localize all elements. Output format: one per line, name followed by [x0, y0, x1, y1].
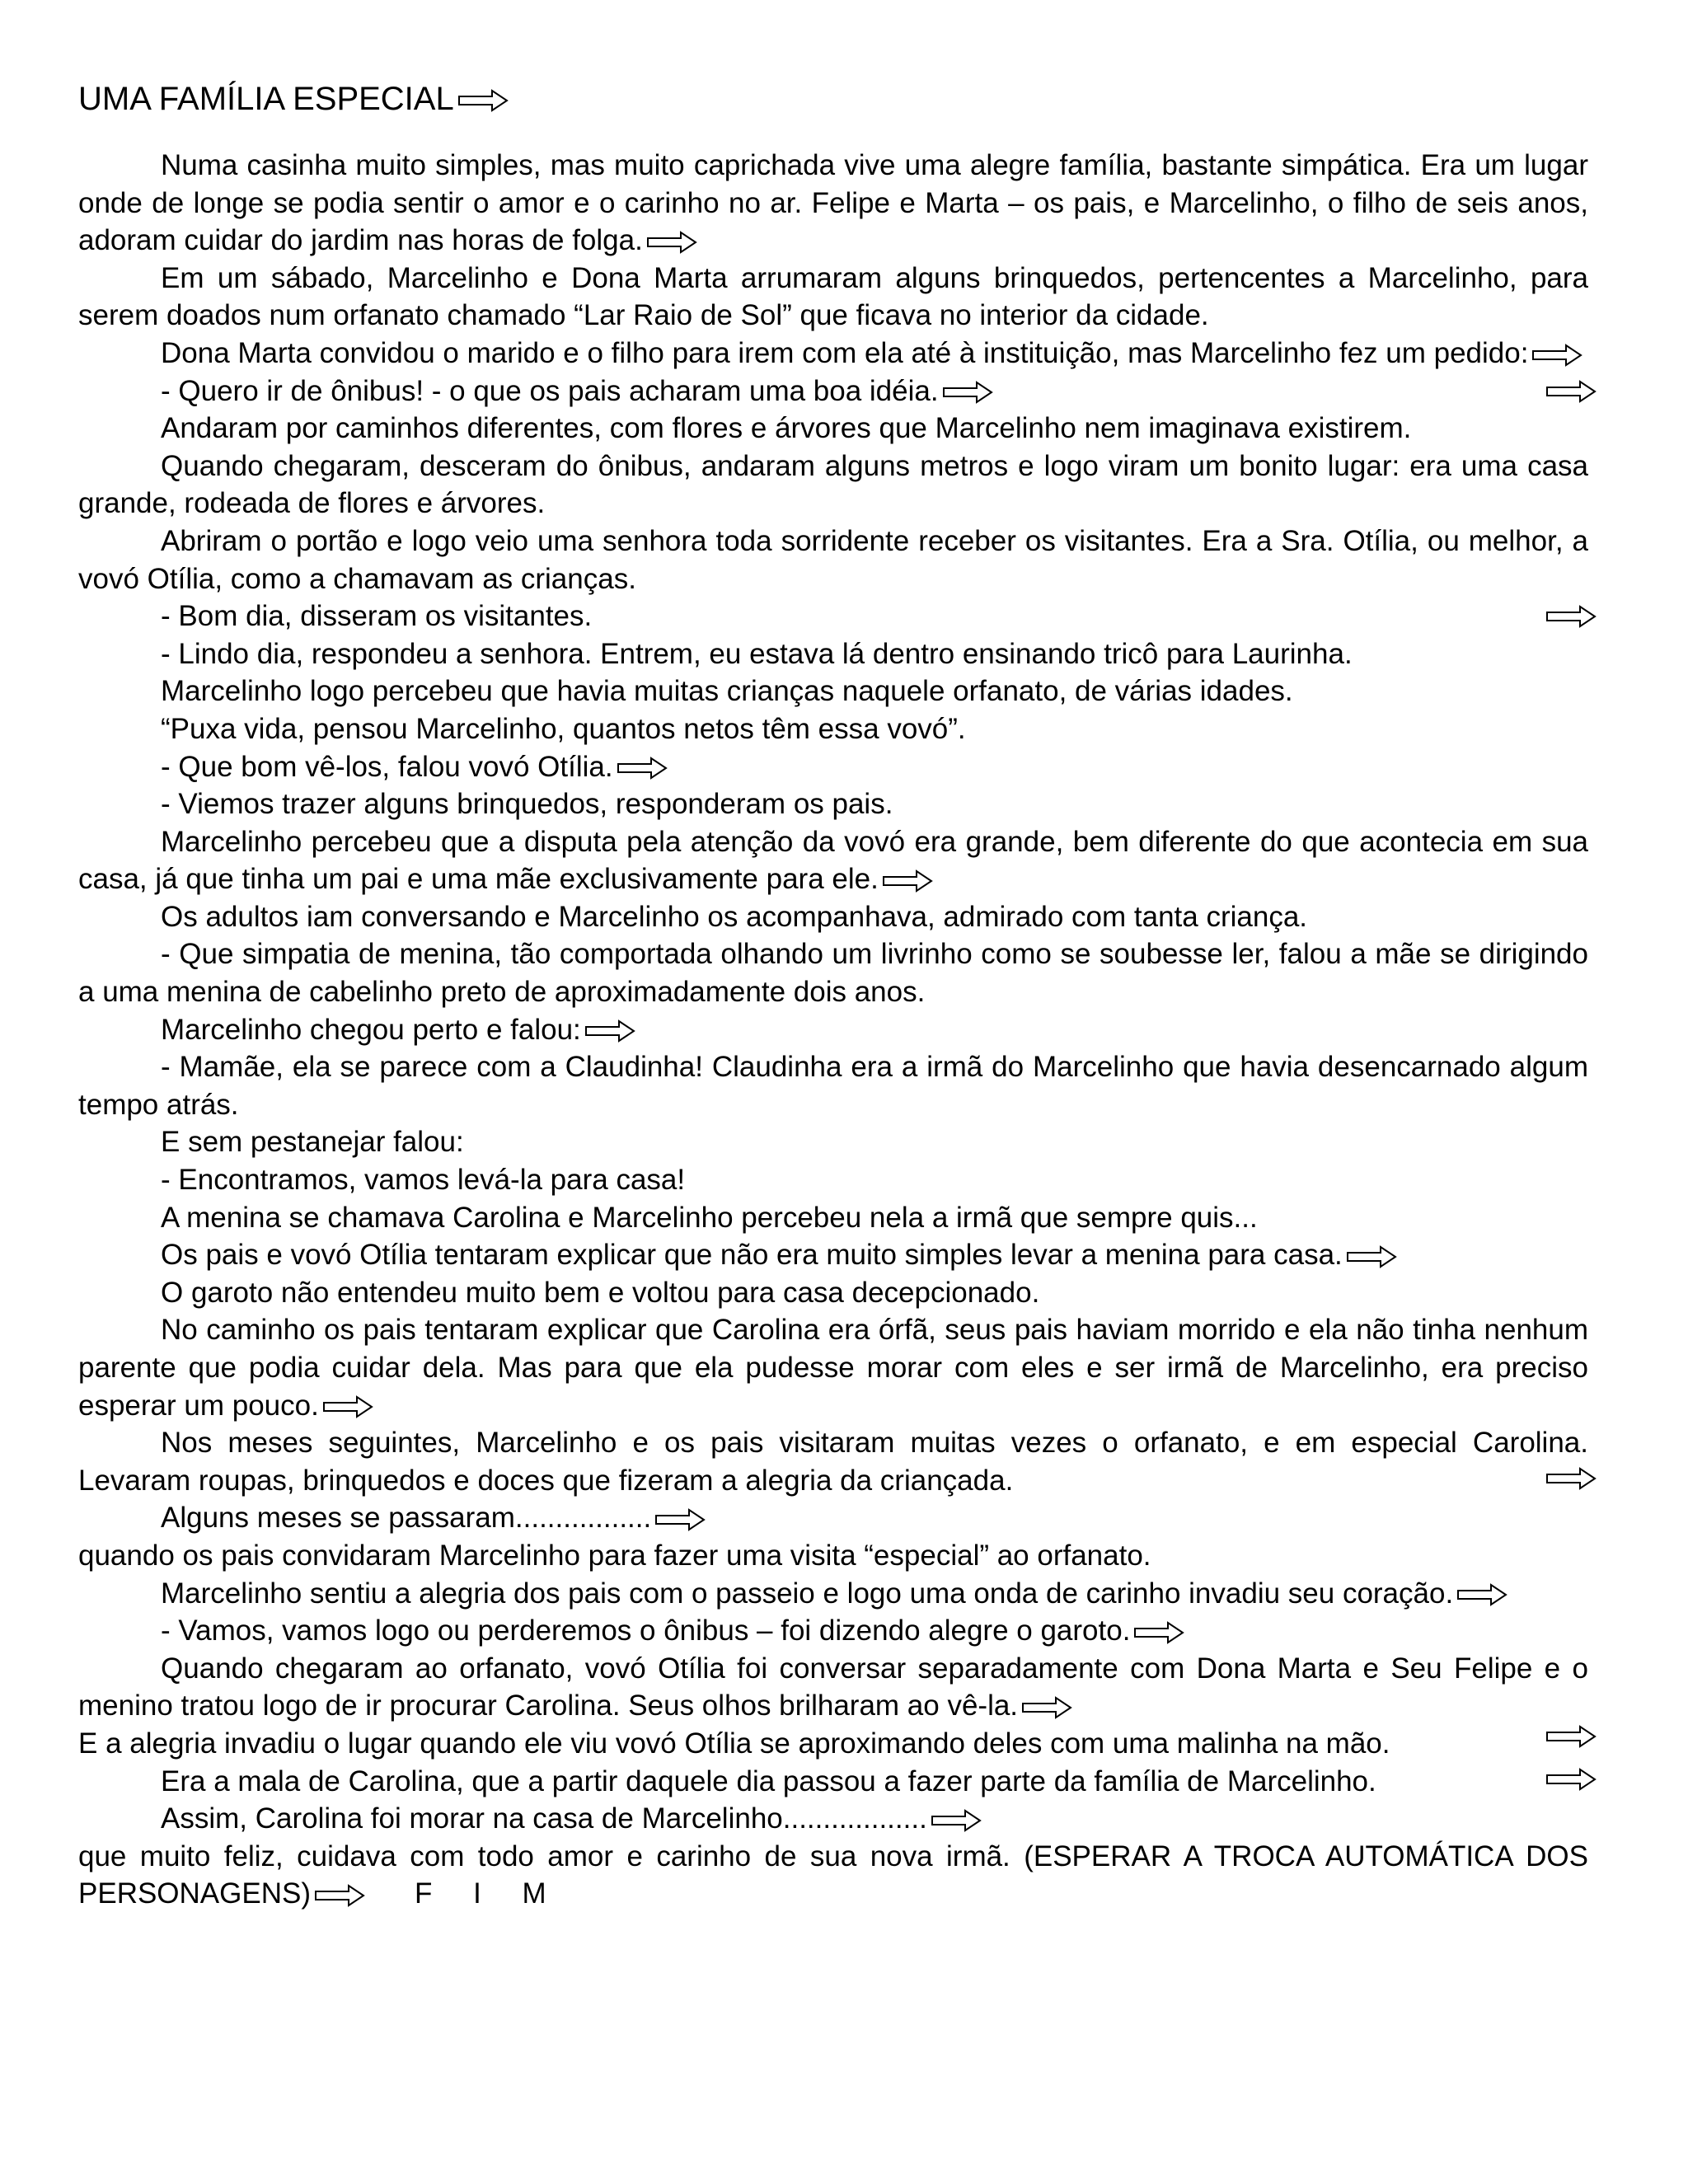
- right-arrow-icon: [882, 869, 933, 893]
- paragraph: Marcelinho chegou perto e falou:: [78, 1011, 1588, 1049]
- right-arrow-icon: [1021, 1696, 1072, 1719]
- paragraph: Numa casinha muito simples, mas muito caprichada vive uma alegre família, bastante simpática. Era um lugar onde de longe se podia sentir o amor e o carinho no ar. Felipe e Marta – os pais, e Marcelinho, o filho de seis anos, adoram cuidar do jardim nas horas de folga.: [78, 149, 1588, 257]
- right-arrow-icon: [931, 1809, 982, 1832]
- paragraph: - Lindo dia, respondeu a senhora. Entrem, eu estava lá dentro ensinando tricô para Laurinha.: [161, 637, 1353, 670]
- paragraph: - Que bom vê-los, falou vovó Otília.: [78, 748, 1588, 786]
- paragraph: E a alegria invadiu o lugar quando ele viu vovó Otília se aproximando deles com uma malinha na mão.: [78, 1725, 1588, 1763]
- paragraph: Marcelinho logo percebeu que havia muitas crianças naquele orfanato, de várias idades.: [161, 675, 1293, 708]
- paragraph: Os pais e vovó Otília tentaram explicar que não era muito simples levar a menina para casa.: [78, 1236, 1588, 1274]
- paragraph: E sem pestanejar falou:: [161, 1126, 464, 1159]
- title-text: UMA FAMÍLIA ESPECIAL: [78, 81, 454, 117]
- paragraph: Em um sábado, Marcelinho e Dona Marta arrumaram alguns brinquedos, pertencentes a Marcelinho, para serem doados num orfanato chamado “Lar Raio de Sol” que ficava no interior da cidade.: [78, 261, 1588, 332]
- page-title: [78, 74, 1588, 124]
- paragraph: A menina se chamava Carolina e Marcelinho percebeu nela a irmã que sempre quis...: [161, 1201, 1258, 1234]
- paragraph: - Mamãe, ela se parece com a Claudinha! Claudinha era a irmã do Marcelinho que havia desencarnado algum tempo atrás.: [78, 1051, 1588, 1121]
- paragraph: Andaram por caminhos diferentes, com flores e árvores que Marcelinho nem imaginava existirem.: [161, 412, 1412, 445]
- paragraph: Quando chegaram, desceram do ônibus, andaram alguns metros e logo viram um bonito lugar: era uma casa grande, rodeada de flores e árvores.: [78, 449, 1588, 520]
- paragraph: - Encontramos, vamos levá-la para casa!: [161, 1164, 686, 1197]
- right-arrow-icon: [942, 381, 993, 404]
- paragraph: Nos meses seguintes, Marcelinho e os pais visitaram muitas vezes o orfanato, e em especial Carolina. Levaram roupas, brinquedos e doces que fizeram a alegria da criançada.: [78, 1424, 1588, 1499]
- right-arrow-icon: [1346, 1245, 1397, 1268]
- right-arrow-icon: [1133, 1621, 1184, 1644]
- paragraph: Dona Marta convidou o marido e o filho para irem com ela até à instituição, mas Marcelinho fez um pedido:: [78, 335, 1588, 373]
- paragraph: quando os pais convidaram Marcelinho para fazer uma visita “especial” ao orfanato.: [78, 1539, 1151, 1572]
- paragraph: Quando chegaram ao orfanato, vovó Otília foi conversar separadamente com Dona Marta e Seu Felipe e o menino tratou logo de ir procurar Carolina. Seus olhos brilharam ao vê-la.: [78, 1652, 1588, 1722]
- right-arrow-icon: [1545, 1725, 1597, 1748]
- paragraph: Alguns meses se passaram.................: [78, 1499, 1588, 1537]
- right-arrow-icon: [646, 231, 697, 254]
- paragraph: Os adultos iam conversando e Marcelinho os acompanhava, admirado com tanta criança.: [161, 900, 1308, 933]
- paragraph: - Viemos trazer alguns brinquedos, responderam os pais.: [161, 788, 893, 821]
- paragraph: No caminho os pais tentaram explicar que Carolina era órfã, seus pais haviam morrido e ela não tinha nenhum parente que podia cuidar dela. Mas para que ela pudesse morar com eles e ser irmã de Marcelinho, era preciso esperar um pouco.: [78, 1314, 1588, 1422]
- paragraph: Abriram o portão e logo veio uma senhora toda sorridente receber os visitantes. Era a Sra. Otília, ou melhor, a vovó Otília, como a chamavam as crianças.: [78, 524, 1588, 595]
- right-arrow-icon: [617, 757, 668, 780]
- paragraph: Marcelinho sentiu a alegria dos pais com o passeio e logo uma onda de carinho invadiu seu coração.: [78, 1575, 1588, 1613]
- paragraph: Era a mala de Carolina, que a partir daquele dia passou a fazer parte da família de Marcelinho.: [78, 1763, 1588, 1801]
- right-arrow-icon: [584, 1019, 635, 1043]
- right-arrow-icon: [322, 1395, 373, 1418]
- right-arrow-icon: [1545, 1467, 1597, 1490]
- end-text: F I M: [415, 1877, 563, 1910]
- paragraph: - Quero ir de ônibus! - o que os pais acharam uma boa idéia.: [78, 373, 1588, 410]
- right-arrow-icon: [1456, 1583, 1507, 1606]
- right-arrow-icon: [1545, 1768, 1597, 1791]
- right-arrow-icon: [1545, 380, 1597, 403]
- paragraph: Assim, Carolina foi morar na casa de Marcelinho..................: [78, 1800, 1588, 1838]
- right-arrow-icon: [654, 1508, 706, 1531]
- document-page: [78, 74, 1588, 1913]
- right-arrow-icon: [1531, 344, 1582, 367]
- right-arrow-icon: [457, 89, 509, 112]
- paragraph: - Bom dia, disseram os visitantes.: [78, 598, 1588, 635]
- right-arrow-icon: [314, 1884, 365, 1907]
- paragraph: Marcelinho percebeu que a disputa pela atenção da vovó era grande, bem diferente do que acontecia em sua casa, já que tinha um pai e uma mãe exclusivamente para ele.: [78, 825, 1588, 896]
- paragraph: - Que simpatia de menina, tão comportada olhando um livrinho como se soubesse ler, falou a mãe se dirigindo a uma menina de cabelinho preto de aproximadamente dois anos.: [78, 938, 1588, 1009]
- paragraph: - Vamos, vamos logo ou perderemos o ônibus – foi dizendo alegre o garoto.: [78, 1612, 1588, 1650]
- right-arrow-icon: [1545, 605, 1597, 628]
- paragraph: O garoto não entendeu muito bem e voltou para casa decepcionado.: [161, 1276, 1040, 1309]
- paragraph: que muito feliz, cuidava com todo amor e carinho de sua nova irmã. (ESPERAR A TROCA AUTOMÁTICA DOS PERSONAGENS) F I M: [78, 1840, 1588, 1910]
- paragraph: “Puxa vida, pensou Marcelinho, quantos netos têm essa vovó”.: [161, 712, 966, 745]
